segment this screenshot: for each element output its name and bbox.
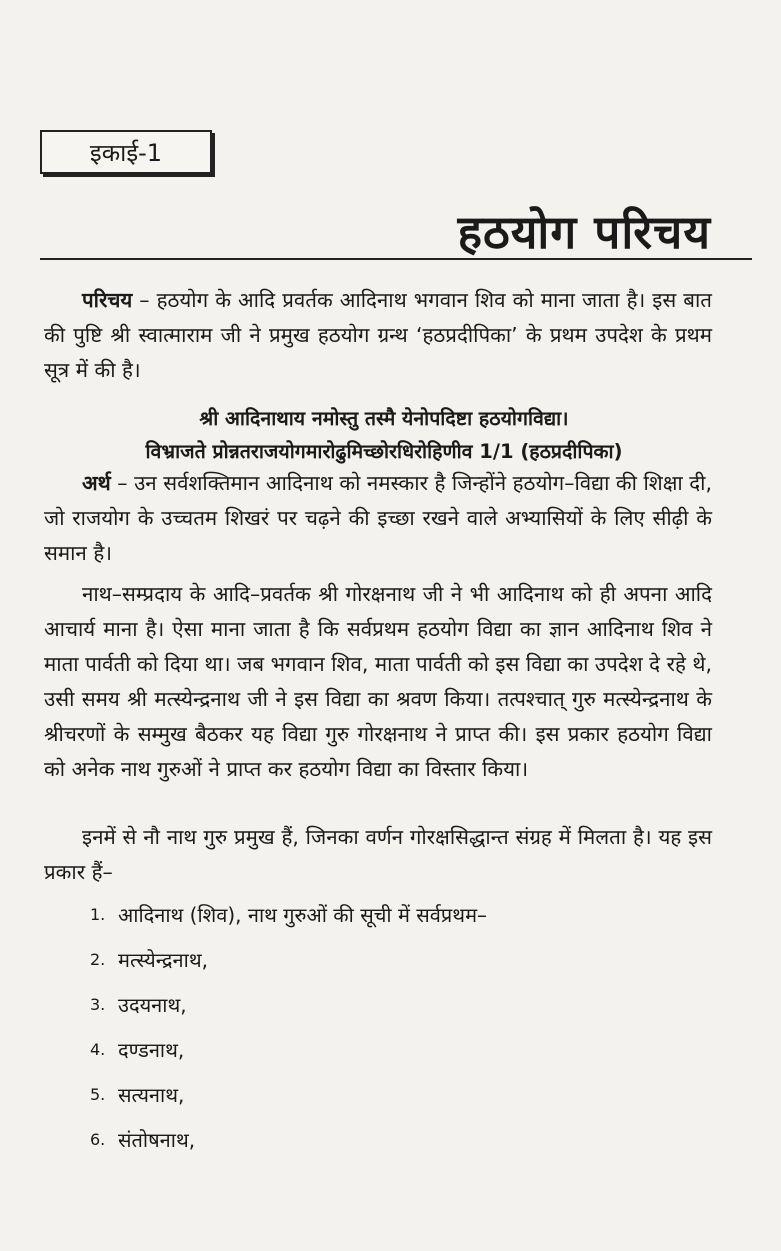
chapter-title: हठयोग परिचय [457,205,711,259]
meaning-text: – उन सर्वशक्तिमान आदिनाथ को नमस्कार है जिन्होंने हठयोग–विद्या की शिक्षा दी, जो राजयोग के उच्चतम शिखरं पर चढ़ने की इच्छा रखने वाले अभ्यासियों के लिए सीढ़ी के समान है। [44,471,712,565]
nath-paragraph: नाथ–सम्प्रदाय के आदि–प्रवर्तक श्री गोरक्षनाथ जी ने भी आदिनाथ को ही अपना आदि आचार्य माना है। ऐसा माना जाता है कि सर्वप्रथम हठयोग विद्या का ज्ञान आदिनाथ शिव ने माता पार्वती को दिया था। जब भगवान शिव, माता पार्वती को इस विद्या का उपदेश दे रहे थे, उसी समय श्री मत्स्येन्द्रनाथ जी ने इस विद्या का श्रवण किया। तत्पश्चात् गुरु मत्स्येन्द्रनाथ के श्रीचरणों के सम्मुख बैठकर यह विद्या गुरु गोरक्षनाथ ने प्राप्त की। इस प्रकार हठयोग विद्या को अनेक नाथ गुरुओं ने प्राप्त कर हठयोग विद्या का विस्तार किया। [44,582,712,781]
shloka-line-1: श्री आदिनाथाय नमोस्तु तस्मै येनोपदिष्टा हठयोगविद्या। [199,407,569,430]
unit-label-box [40,130,212,174]
meaning-paragraph [44,466,712,571]
list-item: 4. दण्डनाथ, [90,1038,185,1062]
list-item: 1. आदिनाथ (शिव), नाथ गुरुओं की सूची में सर्वप्रथम– [90,903,488,927]
meaning-lead: अर्थ [82,471,111,495]
intro-paragraph [44,283,712,388]
nine-nath-paragraph: इनमें से नौ नाथ गुरु प्रमुख हैं, जिनका वर्णन गोरक्षसिद्धान्त संग्रह में मिलता है। यह इस प्रकार हैं– [44,825,712,884]
list-item: 5. सत्यनाथ, [90,1083,185,1107]
title-rule [40,258,752,260]
list-item: 6. संतोषनाथ, [90,1128,196,1152]
intro-text: – हठयोग के आदि प्रवर्तक आदिनाथ भगवान शिव को माना जाता है। इस बात की पुष्टि श्री स्वात्माराम जी ने प्रमुख हठयोग ग्रन्थ ‘हठप्रदीपिका’ के प्रथम उपदेश के प्रथम सूत्र में की है। [44,288,712,382]
list-item: 2. मत्स्येन्द्रनाथ, [90,948,208,972]
intro-lead: परिचय [82,288,133,312]
shloka-line-2: विभ्राजते प्रोन्नतराजयोगमारोढुमिच्छोरधिरोहिणीव 1/1 (हठप्रदीपिका) [145,440,623,463]
list-item: 3. उदयनाथ, [90,993,187,1017]
unit-label: इकाई-1 [89,138,163,167]
nath-list [90,900,487,1170]
